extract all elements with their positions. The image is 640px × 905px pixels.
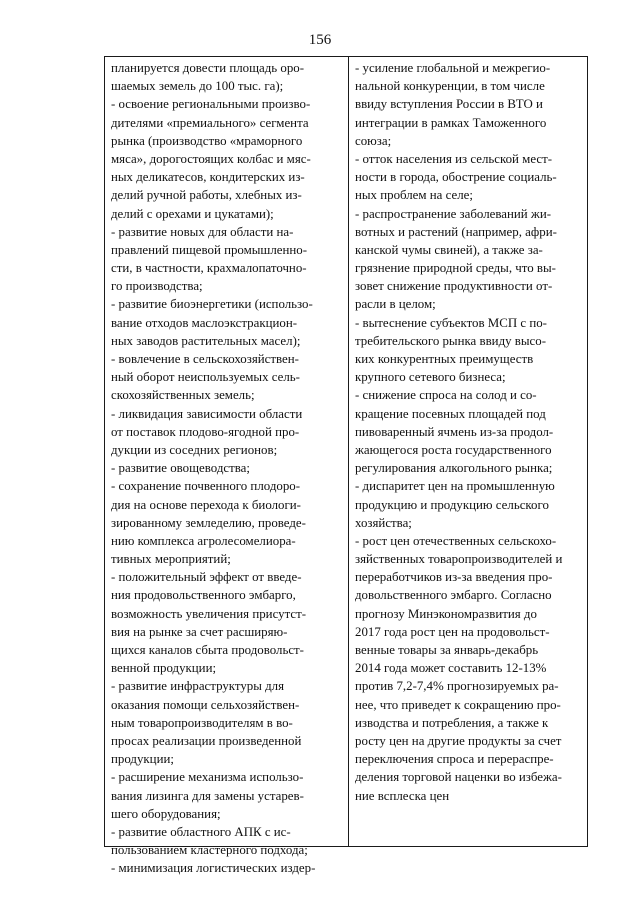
- right-column-line: вотных и растений (например, афри-: [355, 224, 557, 239]
- left-column-line: пользованием кластерного подхода;: [111, 843, 308, 858]
- left-column-line: - освоение региональными произво-: [111, 97, 311, 112]
- left-column-line: нию комплекса агролесомелиора-: [111, 533, 296, 548]
- right-column-line: довольственного эмбарго. Согласно: [355, 588, 552, 603]
- right-column-line: против 7,2-7,4% прогнозируемых ра-: [355, 679, 559, 694]
- left-column-line: шаемых земель до 100 тыс. га);: [111, 79, 284, 94]
- left-column-line: от поставок плодово-ягодной про-: [111, 424, 300, 439]
- right-column-line: ности в города, обострение социаль-: [355, 170, 557, 185]
- left-column-line: рынка (производство «мраморного: [111, 133, 303, 148]
- left-column-line: зированному земледелию, проведе-: [111, 515, 306, 530]
- left-column-line: - минимизация логистических издер-: [111, 861, 316, 876]
- left-column-line: ным товаропроизводителям в во-: [111, 715, 293, 730]
- right-column-line: зовет снижение продуктивности от-: [355, 279, 553, 294]
- right-column-line: - диспаритет цен на промышленную: [355, 479, 555, 494]
- right-column-line: нальной конкуренции, в том числе: [355, 79, 545, 94]
- right-column-line: - снижение спроса на солод и со-: [355, 388, 537, 403]
- page-number: 156: [308, 32, 332, 48]
- left-column-line: - развитие овощеводства;: [111, 461, 250, 476]
- left-column-line: - развитие новых для области на-: [111, 224, 294, 239]
- right-column-line: ние всплеска цен: [355, 788, 450, 803]
- right-column-line: хозяйства;: [355, 515, 412, 530]
- left-column-line: продукции;: [111, 752, 174, 767]
- right-column-line: канской чумы свиней), а также за-: [355, 242, 543, 257]
- right-column-line: переработчиков из-за введения про-: [355, 570, 553, 585]
- left-column-line: просах реализации произведенной: [111, 733, 302, 748]
- right-column-line: ких конкурентных преимуществ: [355, 352, 534, 366]
- left-column-line: вия на рынке за счет расширяю-: [111, 624, 288, 639]
- left-column-line: дителями «премиального» сегмента: [111, 115, 309, 130]
- right-column-line: требительского рынка ввиду высо-: [355, 333, 547, 348]
- left-column-line: - развитие инфраструктуры для: [111, 679, 285, 694]
- left-column-line: шего оборудования;: [111, 806, 221, 821]
- two-column-table: [104, 56, 588, 876]
- left-column-line: - положительный эффект от введе-: [111, 570, 302, 585]
- left-column-line: - расширение механизма использо-: [111, 770, 304, 785]
- right-column-line: 2017 года рост цен на продовольст-: [355, 624, 550, 639]
- left-column-line: мяса», дорогостоящих колбас и мяс-: [111, 151, 311, 166]
- right-column-line: - распространение заболеваний жи-: [355, 206, 552, 221]
- left-column-line: - сохранение почвенного плодоро-: [111, 479, 301, 494]
- right-column-line: - усиление глобальной и межрегио-: [355, 61, 551, 75]
- right-column-line: грязнение природной среды, что вы-: [355, 261, 556, 276]
- left-column-opportunities: [105, 57, 349, 876]
- left-column-line: ный оборот неиспользуемых сель-: [111, 370, 300, 385]
- right-column-line: интеграции в рамках Таможенного: [355, 115, 547, 130]
- right-column-line: кращение посевных площадей под: [355, 406, 546, 421]
- left-column-line: правлений пищевой промышленно-: [111, 242, 308, 257]
- left-column-line: ния продовольственного эмбарго,: [111, 588, 296, 603]
- left-column-line: - развитие областного АПК с ис-: [111, 824, 291, 839]
- right-column-line: союза;: [355, 133, 392, 148]
- right-column-line: нее, что приведет к сокращению про-: [355, 697, 561, 712]
- left-column-line: возможность увеличения присутст-: [111, 606, 307, 621]
- left-column-line: вание отходов маслоэкстракцион-: [111, 315, 298, 330]
- left-column-line: вания лизинга для замены устарев-: [111, 788, 304, 803]
- right-column-line: - вытеснение субъектов МСП с по-: [355, 315, 547, 330]
- left-column-line: делий ручной работы, хлебных из-: [111, 188, 302, 203]
- left-column-line: венной продукции;: [111, 661, 217, 676]
- right-column-line: переключения спроса и перераспре-: [355, 752, 554, 767]
- right-column-line: зяйственных товаропроизводителей и: [355, 552, 563, 567]
- left-column-line: - развитие биоэнергетики (использо-: [111, 297, 313, 312]
- left-column-line: скохозяйственных земель;: [111, 388, 255, 403]
- left-column-line: сти, в частности, крахмалопаточно-: [111, 261, 307, 276]
- right-column-line: - отток населения из сельской мест-: [355, 151, 553, 166]
- left-column-line: - вовлечение в сельскохозяйствен-: [111, 352, 299, 366]
- right-column-line: росту цен на другие продукты за счет: [355, 733, 562, 748]
- right-column-line: ных проблем на селе;: [355, 188, 473, 203]
- right-column-line: - рост цен отечественных сельскохо-: [355, 533, 557, 548]
- left-column-line: планируется довести площадь оро-: [111, 61, 305, 75]
- right-column-line: пивоваренный ячмень из-за продол-: [355, 424, 554, 439]
- right-column-line: продукцию и продукцию сельского: [355, 497, 549, 512]
- left-column-line: дия на основе перехода к биологи-: [111, 497, 301, 512]
- right-column-line: расли в целом;: [355, 297, 436, 312]
- right-column-line: крупного сетевого бизнеса;: [355, 370, 506, 385]
- left-column-line: го производства;: [111, 279, 203, 294]
- left-column-line: тивных мероприятий;: [111, 552, 231, 567]
- right-column-line: деления торговой наценки во избежа-: [355, 770, 562, 785]
- left-column-line: ных деликатесов, кондитерских из-: [111, 170, 305, 185]
- right-column-line: прогнозу Минэкономразвития до: [355, 606, 537, 621]
- right-column-threats: [349, 57, 587, 846]
- left-column-line: - ликвидация зависимости области: [111, 406, 303, 421]
- left-column-line: оказания помощи сельхозяйствен-: [111, 697, 300, 712]
- left-column-line: дукции из соседних регионов;: [111, 442, 278, 457]
- right-column-line: жающегося роста государственного: [355, 442, 552, 457]
- right-column-line: изводства и потребления, а также к: [355, 715, 549, 730]
- left-column-line: делий с орехами и цукатами);: [111, 206, 274, 221]
- left-column-line: щихся каналов сбыта продовольст-: [111, 643, 304, 657]
- right-column-line: 2014 года может составить 12-13%: [355, 661, 547, 676]
- right-column-line: ввиду вступления России в ВТО и: [355, 97, 543, 112]
- right-column-line: венные товары за январь-декабрь: [355, 643, 539, 657]
- left-column-line: ных заводов растительных масел);: [111, 333, 301, 348]
- right-column-line: регулирования алкогольного рынка;: [355, 461, 553, 476]
